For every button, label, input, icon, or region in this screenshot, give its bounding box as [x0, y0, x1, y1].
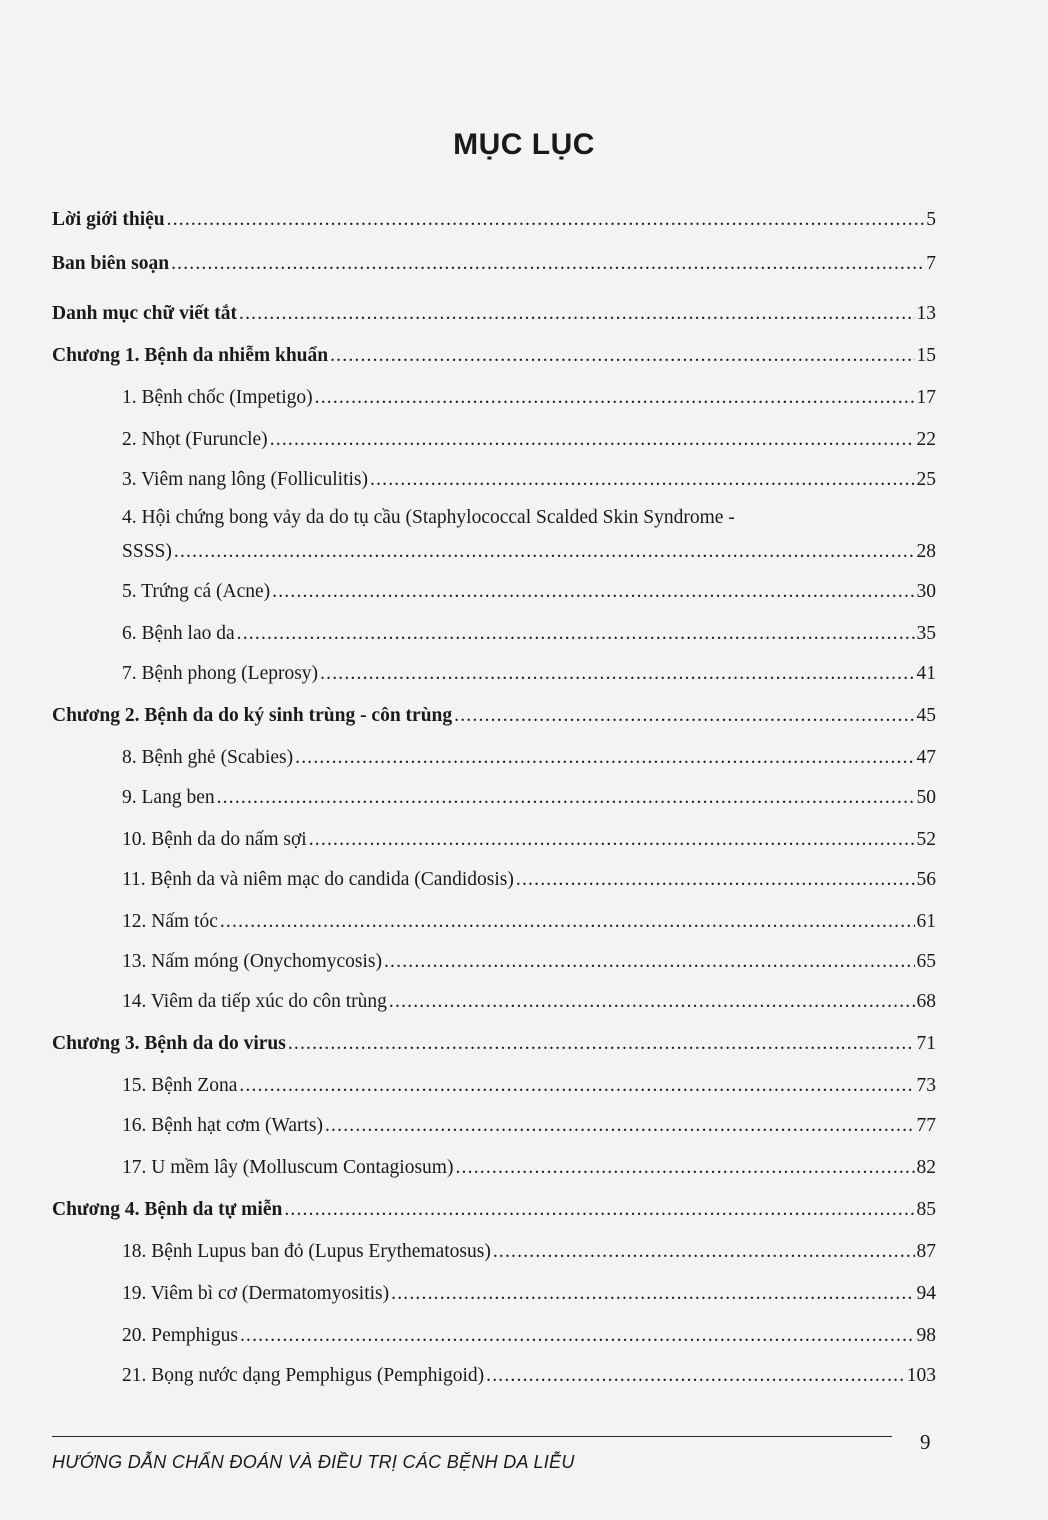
- page-title: MỤC LỤC: [453, 128, 595, 161]
- toc-label: 20. Pemphigus: [122, 1325, 238, 1346]
- toc-label: 6. Bệnh lao da: [122, 623, 235, 644]
- dot-leader: [516, 868, 915, 892]
- toc-label: Ban biên soạn: [52, 253, 170, 274]
- toc-label: 14. Viêm da tiếp xúc do côn trùng: [122, 991, 387, 1012]
- toc-row-entry-17[interactable]: [52, 1152, 936, 1180]
- dot-leader: [384, 950, 915, 974]
- toc-row-entry-12[interactable]: [52, 906, 936, 934]
- toc-row-entry-4[interactable]: [52, 536, 936, 564]
- toc-page-number: 50: [916, 787, 936, 808]
- dot-leader: [220, 910, 915, 934]
- dot-leader: [171, 252, 924, 276]
- toc-page-number: 65: [916, 951, 936, 972]
- toc-page-number: 35: [916, 623, 936, 644]
- toc-label: 2. Nhọt (Furuncle): [122, 429, 268, 450]
- toc-page-number: 103: [906, 1365, 936, 1386]
- toc-page-number: 17: [916, 387, 936, 408]
- toc-row-abbreviations[interactable]: [52, 298, 936, 326]
- dot-leader: [237, 622, 915, 646]
- toc-label: 19. Viêm bì cơ (Dermatomyositis): [122, 1283, 390, 1304]
- toc-page-number: 77: [916, 1115, 936, 1136]
- toc-label: 17. U mềm lây (Molluscum Contagiosum): [122, 1157, 454, 1178]
- toc-row-entry-2[interactable]: [52, 424, 936, 452]
- footer-divider: [52, 1436, 892, 1437]
- toc-label: 5. Trứng cá (Acne): [122, 581, 271, 602]
- dot-leader: [284, 1198, 914, 1222]
- toc-page-number: 5: [926, 209, 936, 230]
- toc-row-editorial-board[interactable]: [52, 248, 936, 276]
- toc-label: 3. Viêm nang lông (Folliculitis): [122, 469, 368, 490]
- dot-leader: [239, 1074, 914, 1098]
- toc-page-number: 73: [916, 1075, 936, 1096]
- dot-leader: [391, 1282, 914, 1306]
- dot-leader: [270, 428, 915, 452]
- toc-label: 9. Lang ben: [122, 787, 215, 808]
- toc-row-entry-10[interactable]: [52, 824, 936, 852]
- toc-row-entry-15[interactable]: [52, 1070, 936, 1098]
- dot-leader: [174, 540, 915, 564]
- toc-page-number: 47: [916, 747, 936, 768]
- toc-row-entry-3[interactable]: [52, 464, 936, 492]
- toc-row-entry-14[interactable]: [52, 986, 936, 1014]
- dot-leader: [272, 580, 914, 604]
- dot-leader: [493, 1240, 915, 1264]
- toc-page-number: 98: [916, 1325, 936, 1346]
- dot-leader: [455, 1156, 914, 1180]
- toc-row-entry-9[interactable]: [52, 782, 936, 810]
- toc-label-continuation: SSSS): [122, 541, 172, 562]
- dot-leader: [217, 786, 915, 810]
- toc-page-number: 61: [916, 911, 936, 932]
- page-number: 9: [920, 1430, 931, 1454]
- dot-leader: [454, 704, 914, 728]
- toc-row-entry-20[interactable]: [52, 1320, 936, 1348]
- toc-page-number: 56: [916, 869, 936, 890]
- toc-label: 1. Bệnh chốc (Impetigo): [122, 387, 313, 408]
- toc-label: 15. Bệnh Zona: [122, 1075, 238, 1096]
- toc-row-chapter-2[interactable]: [52, 700, 936, 728]
- toc-label: Chương 4. Bệnh da tự miễn: [52, 1199, 283, 1220]
- toc-row-entry-21[interactable]: [52, 1360, 936, 1388]
- toc-page-number: 68: [916, 991, 936, 1012]
- toc-row-chapter-3[interactable]: [52, 1028, 936, 1056]
- toc-label: 11. Bệnh da và niêm mạc do candida (Candidosis): [122, 869, 514, 890]
- toc-row-entry-18[interactable]: [52, 1236, 936, 1264]
- toc-row-entry-6[interactable]: [52, 618, 936, 646]
- toc-page-number: 82: [916, 1157, 936, 1178]
- toc-label: 18. Bệnh Lupus ban đỏ (Lupus Erythematosus): [122, 1241, 491, 1262]
- footer-book-title: HƯỚNG DẪN CHẨN ĐOÁN VÀ ĐIỀU TRỊ CÁC BỆNH DA LIỄU: [52, 1452, 575, 1472]
- toc-page-number: 94: [916, 1283, 936, 1304]
- toc-label: Chương 2. Bệnh da do ký sinh trùng - côn trùng: [52, 705, 453, 726]
- toc-label: 21. Bọng nước dạng Pemphigus (Pemphigoid): [122, 1365, 485, 1386]
- dot-leader: [320, 662, 914, 686]
- toc-page-number: 45: [916, 705, 936, 726]
- toc-row-entry-7[interactable]: [52, 658, 936, 686]
- toc-row-entry-11[interactable]: [52, 864, 936, 892]
- toc-label: 12. Nấm tóc: [122, 911, 218, 932]
- toc-page-number: 30: [916, 581, 936, 602]
- toc-label: Chương 1. Bệnh da nhiễm khuẩn: [52, 345, 329, 366]
- toc-page-number: 52: [916, 829, 936, 850]
- dot-leader: [309, 828, 915, 852]
- toc-page-number: 7: [926, 253, 936, 274]
- dot-leader: [486, 1364, 905, 1388]
- dot-leader: [325, 1114, 915, 1138]
- toc-row-intro[interactable]: [52, 204, 936, 232]
- toc-row-chapter-4[interactable]: [52, 1194, 936, 1222]
- toc-page-number: 71: [916, 1033, 936, 1054]
- toc-page-number: 41: [916, 663, 936, 684]
- toc-page-number: 28: [916, 541, 936, 562]
- table-of-contents: [52, 0, 936, 1420]
- toc-label: Chương 3. Bệnh da do virus: [52, 1033, 286, 1054]
- toc-page-number: 22: [916, 429, 936, 450]
- toc-row-entry-5[interactable]: [52, 576, 936, 604]
- toc-label: 10. Bệnh da do nấm sợi: [122, 829, 307, 850]
- toc-label: Danh mục chữ viết tắt: [52, 303, 238, 324]
- dot-leader: [370, 468, 915, 492]
- toc-label: Lời giới thiệu: [52, 209, 165, 230]
- toc-page-number: 15: [916, 345, 936, 366]
- toc-page-number: 25: [916, 469, 936, 490]
- toc-page-number: 13: [916, 303, 936, 324]
- toc-label: 7. Bệnh phong (Leprosy): [122, 663, 319, 684]
- toc-row-entry-8[interactable]: [52, 742, 936, 770]
- dot-leader: [295, 746, 914, 770]
- toc-row-chapter-1[interactable]: [52, 340, 936, 368]
- toc-label: 13. Nấm móng (Onychomycosis): [122, 951, 382, 972]
- toc-page-number: 85: [916, 1199, 936, 1220]
- dot-leader: [167, 208, 925, 232]
- toc-entry-4-first-line[interactable]: 4. Hội chứng bong vảy da do tụ cầu (Staphylococcal Scalded Skin Syndrome -: [122, 507, 735, 528]
- dot-leader: [330, 344, 914, 368]
- dot-leader: [389, 990, 915, 1014]
- toc-row-entry-1[interactable]: [52, 382, 936, 410]
- toc-row-entry-19[interactable]: [52, 1278, 936, 1306]
- toc-page-number: 87: [916, 1241, 936, 1262]
- dot-leader: [288, 1032, 915, 1056]
- dot-leader: [239, 302, 914, 326]
- toc-label: 8. Bệnh ghẻ (Scabies): [122, 747, 294, 768]
- dot-leader: [240, 1324, 915, 1348]
- toc-label: 16. Bệnh hạt cơm (Warts): [122, 1115, 323, 1136]
- toc-row-entry-16[interactable]: [52, 1110, 936, 1138]
- dot-leader: [315, 386, 915, 410]
- toc-row-entry-13[interactable]: [52, 946, 936, 974]
